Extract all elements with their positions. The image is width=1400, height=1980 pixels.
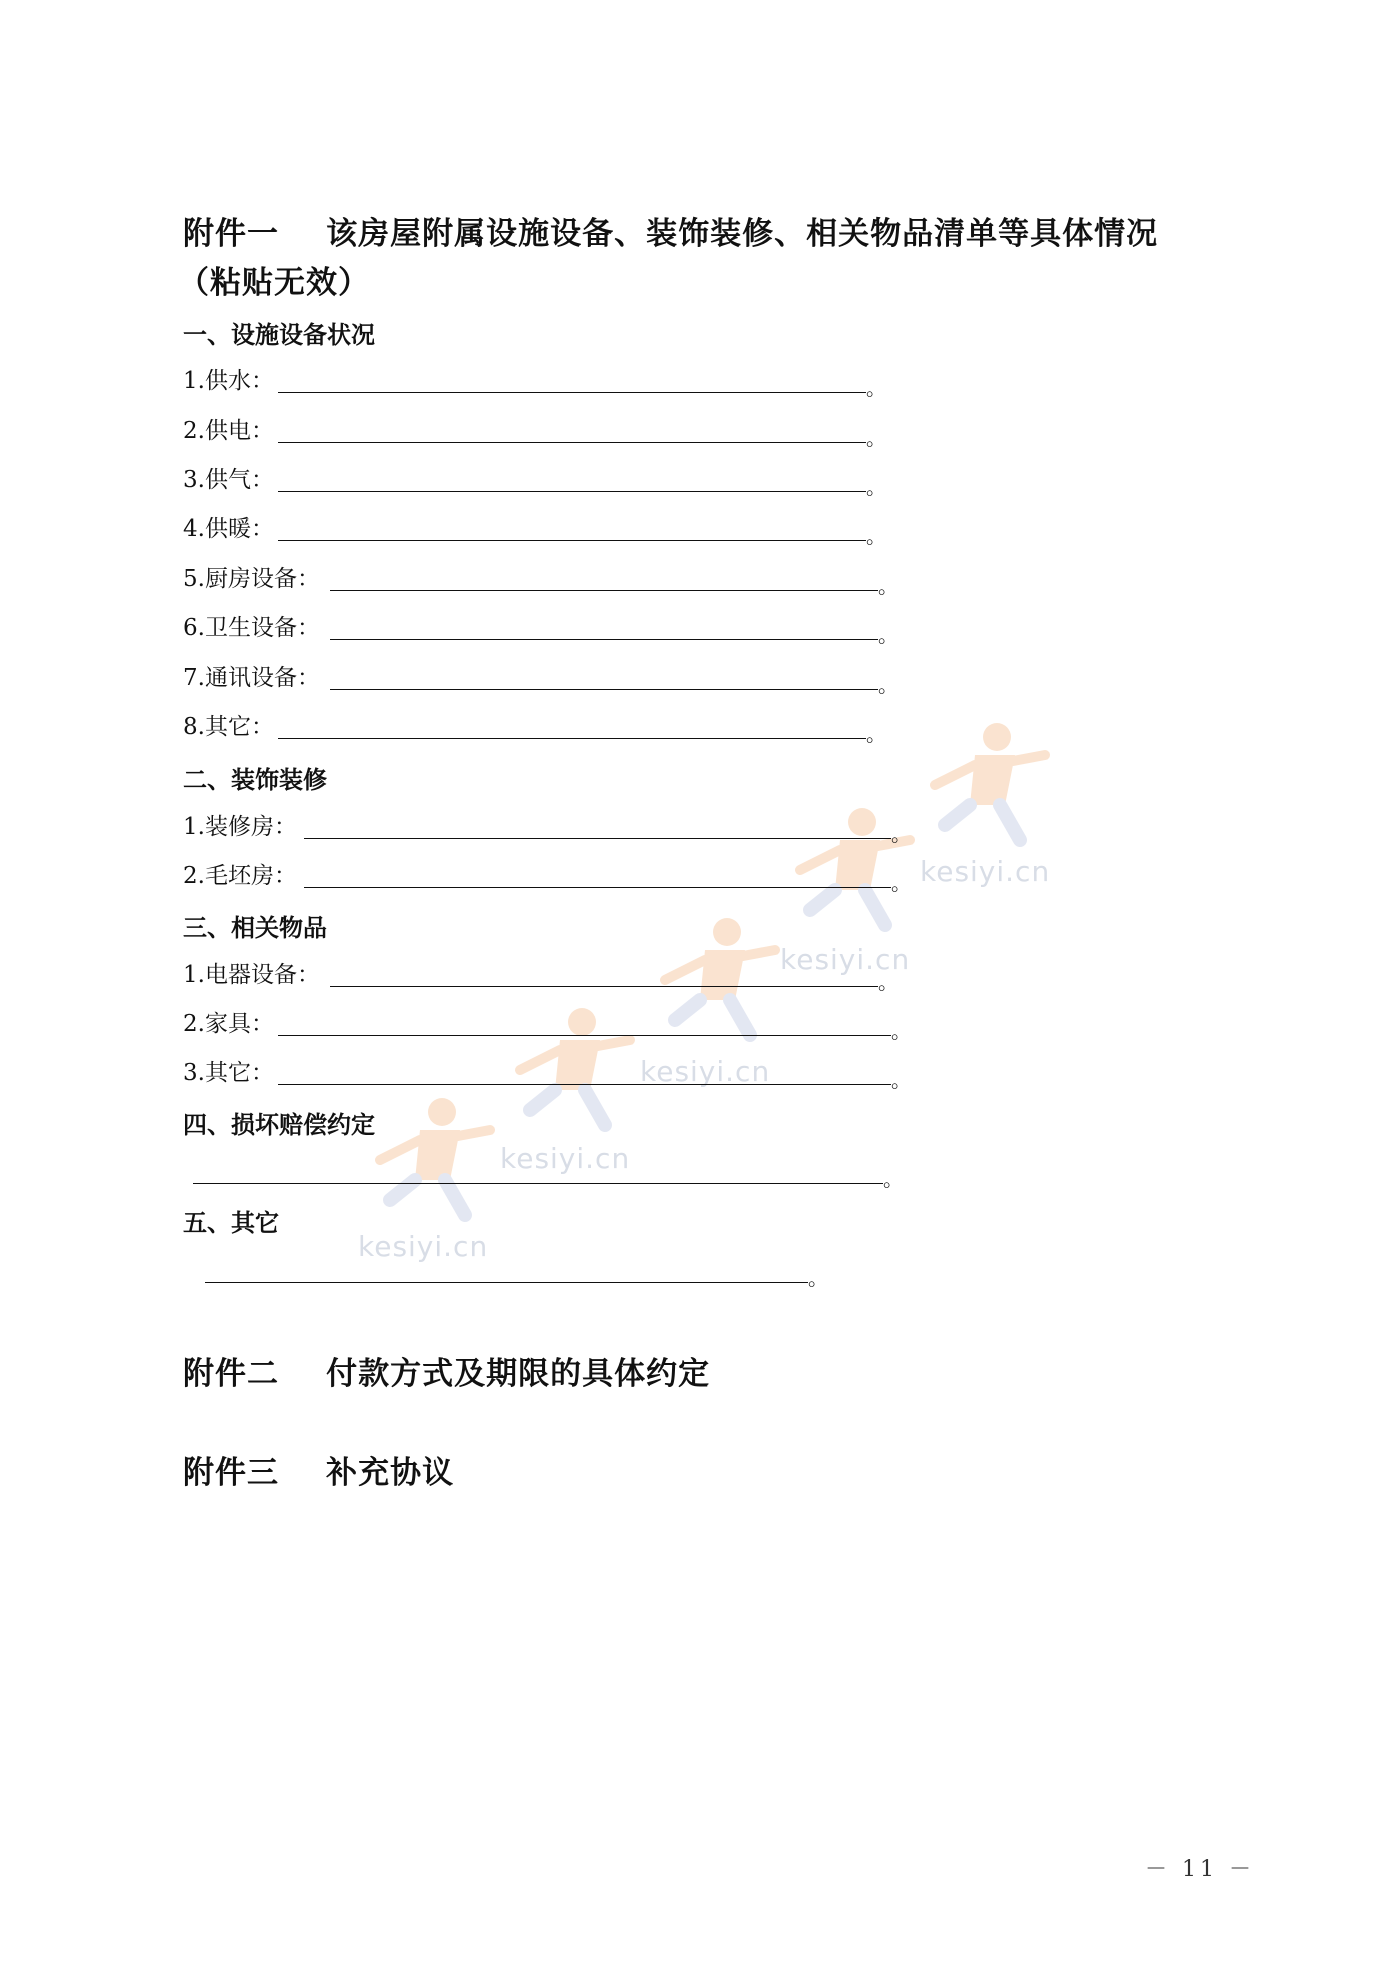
period-mark: 。: [866, 475, 886, 499]
field-label: 5.厨房设备：: [183, 566, 320, 592]
section-items-heading: 三、相关物品: [183, 913, 327, 942]
field-label: 1.供水：: [183, 368, 274, 394]
field-label: 4.供暖：: [183, 516, 274, 542]
fill-line[interactable]: [304, 838, 891, 839]
section-other-heading: 五、其它: [183, 1208, 279, 1237]
field-label: 3.其它：: [183, 1060, 274, 1086]
fill-line[interactable]: [278, 1084, 891, 1085]
field-label: 2.供电：: [183, 418, 274, 444]
period-mark: 。: [866, 426, 886, 450]
period-mark: 。: [878, 970, 898, 994]
field-label: 7.通讯设备：: [183, 665, 320, 691]
attachment-3-title: 附件三 补充协议: [183, 1455, 455, 1491]
period-mark: 。: [866, 376, 886, 400]
fill-line[interactable]: [205, 1282, 808, 1283]
watermark-text: kesiyi.cn: [780, 943, 911, 976]
section-damage-heading: 四、损坏赔偿约定: [183, 1110, 375, 1139]
attachment-1-title-note: （粘贴无效）: [178, 265, 370, 301]
section-decoration-heading: 二、装饰装修: [183, 765, 327, 794]
fill-line[interactable]: [330, 639, 878, 640]
field-label: 1.装修房：: [183, 814, 297, 840]
fill-line[interactable]: [193, 1183, 883, 1184]
fill-line[interactable]: [278, 442, 866, 443]
fill-line[interactable]: [304, 887, 891, 888]
period-mark: 。: [866, 524, 886, 548]
watermark-text: kesiyi.cn: [358, 1230, 489, 1263]
period-mark: 。: [878, 673, 898, 697]
field-label: 2.家具：: [183, 1011, 274, 1037]
watermark-text: kesiyi.cn: [920, 855, 1051, 888]
fill-line[interactable]: [278, 392, 866, 393]
page-number: － 11 －: [1145, 1857, 1255, 1882]
field-label: 1.电器设备：: [183, 962, 320, 988]
watermark-text: kesiyi.cn: [640, 1055, 771, 1088]
fill-line[interactable]: [330, 590, 878, 591]
section-facilities-heading: 一、设施设备状况: [183, 320, 375, 349]
fill-line[interactable]: [330, 689, 878, 690]
period-mark: 。: [883, 1167, 903, 1191]
fill-line[interactable]: [330, 986, 878, 987]
fill-line[interactable]: [278, 738, 866, 739]
field-label: 8.其它：: [183, 714, 274, 740]
watermark-logo-icon: [500, 1000, 640, 1140]
field-label: 2.毛坯房：: [183, 863, 297, 889]
attachment-2-title: 附件二 付款方式及期限的具体约定: [183, 1356, 711, 1392]
fill-line[interactable]: [278, 1035, 891, 1036]
period-mark: 。: [891, 1068, 911, 1092]
watermark-text: kesiyi.cn: [500, 1142, 631, 1175]
watermark-logo-icon: [645, 910, 785, 1050]
period-mark: 。: [891, 1019, 911, 1043]
period-mark: 。: [808, 1266, 828, 1290]
period-mark: 。: [891, 822, 911, 846]
field-label: 6.卫生设备：: [183, 615, 320, 641]
watermark-logo-icon: [360, 1090, 500, 1230]
watermark-logo-icon: [915, 715, 1055, 855]
period-mark: 。: [878, 574, 898, 598]
fill-line[interactable]: [278, 491, 866, 492]
period-mark: 。: [878, 623, 898, 647]
period-mark: 。: [866, 722, 886, 746]
attachment-1-title: 附件一 该房屋附属设施设备、装饰装修、相关物品清单等具体情况: [183, 216, 1159, 252]
field-label: 3.供气：: [183, 467, 274, 493]
fill-line[interactable]: [278, 540, 866, 541]
period-mark: 。: [891, 871, 911, 895]
